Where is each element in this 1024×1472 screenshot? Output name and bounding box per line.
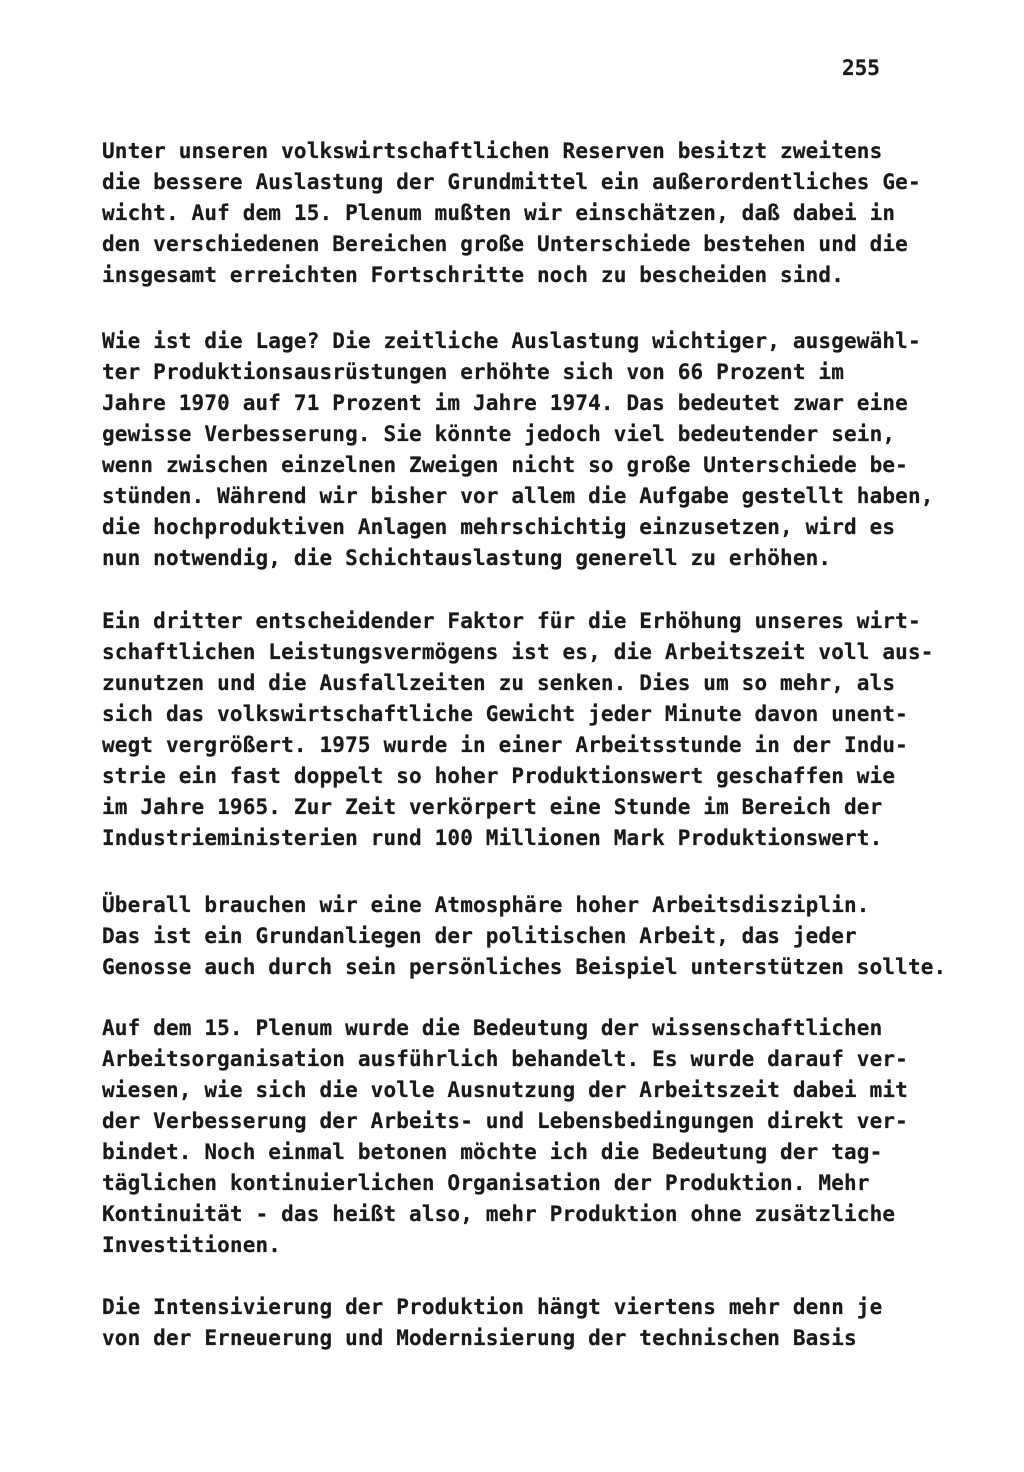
text-line: Die Intensivierung der Produktion hängt viertens mehr denn je [102,1295,883,1319]
text-line: Das ist ein Grundanliegen der politischen Arbeit, das jeder [102,924,857,948]
text-line: die hochproduktiven Anlagen mehrschichtig einzusetzen, wird es [102,515,896,539]
text-line: Investitionen. [102,1233,282,1257]
text-line: Wie ist die Lage? Die zeitliche Auslastung wichtiger, ausgewähl- [102,329,921,353]
text-line: sich das volkswirtschaftliche Gewicht jeder Minute davon unent- [102,702,908,726]
paragraph [102,136,982,291]
paragraph [102,326,982,574]
text-line: von der Erneuerung und Modernisierung der technischen Basis [102,1326,857,1350]
text-line: wegt vergrößert. 1975 wurde in einer Arbeitsstunde in der Indu- [102,733,908,757]
paragraph [102,1013,982,1261]
text-line: Auf dem 15. Plenum wurde die Bedeutung der wissenschaftlichen [102,1016,883,1040]
text-line: der Verbesserung der Arbeits- und Lebensbedingungen direkt ver- [102,1109,908,1133]
text-line: Ein dritter entscheidender Faktor für die Erhöhung unseres wirt- [102,609,921,633]
text-line: täglichen kontinuierlichen Organisation der Produktion. Mehr [102,1171,870,1195]
text-line: schaftlichen Leistungsvermögens ist es, die Arbeitszeit voll aus- [102,640,934,664]
text-line: Jahre 1970 auf 71 Prozent im Jahre 1974. Das bedeutet zwar eine [102,391,908,415]
paragraph [102,890,982,983]
page-number: 255 [842,56,880,80]
text-line: nun notwendig, die Schichtauslastung generell zu erhöhen. [102,546,832,570]
text-line: Genosse auch durch sein persönliches Beispiel unterstützen sollte. [102,955,947,979]
text-line: bindet. Noch einmal betonen möchte ich die Bedeutung der tag- [102,1140,883,1164]
text-line: Industrieministerien rund 100 Millionen Mark Produktionswert. [102,826,883,850]
text-line: Unter unseren volkswirtschaftlichen Reserven besitzt zweitens [102,139,883,163]
text-line: insgesamt erreichten Fortschritte noch zu bescheiden sind. [102,263,844,287]
text-line: wenn zwischen einzelnen Zweigen nicht so große Unterschiede be- [102,453,908,477]
text-line: Kontinuität - das heißt also, mehr Produktion ohne zusätzliche [102,1202,896,1226]
text-line: ter Produktionsausrüstungen erhöhte sich von 66 Prozent im [102,360,844,384]
text-line: wiesen, wie sich die volle Ausnutzung der Arbeitszeit dabei mit [102,1078,908,1102]
text-line: stünden. Während wir bisher vor allem die Aufgabe gestellt haben, [102,484,934,508]
text-line: Arbeitsorganisation ausführlich behandelt. Es wurde darauf ver- [102,1047,908,1071]
text-line: gewisse Verbesserung. Sie könnte jedoch viel bedeutender sein, [102,422,896,446]
text-line: wicht. Auf dem 15. Plenum mußten wir einschätzen, daß dabei in [102,201,896,225]
text-line: den verschiedenen Bereichen große Unterschiede bestehen und die [102,232,908,256]
paragraph [102,606,982,854]
text-line: zunutzen und die Ausfallzeiten zu senken. Dies um so mehr, als [102,671,896,695]
paragraph [102,1292,982,1354]
text-line: im Jahre 1965. Zur Zeit verkörpert eine Stunde im Bereich der [102,795,883,819]
text-line: Überall brauchen wir eine Atmosphäre hoher Arbeitsdisziplin. [102,893,870,917]
text-line: strie ein fast doppelt so hoher Produktionswert geschaffen wie [102,764,896,788]
text-line: die bessere Auslastung der Grundmittel ein außerordentliches Ge- [102,170,921,194]
